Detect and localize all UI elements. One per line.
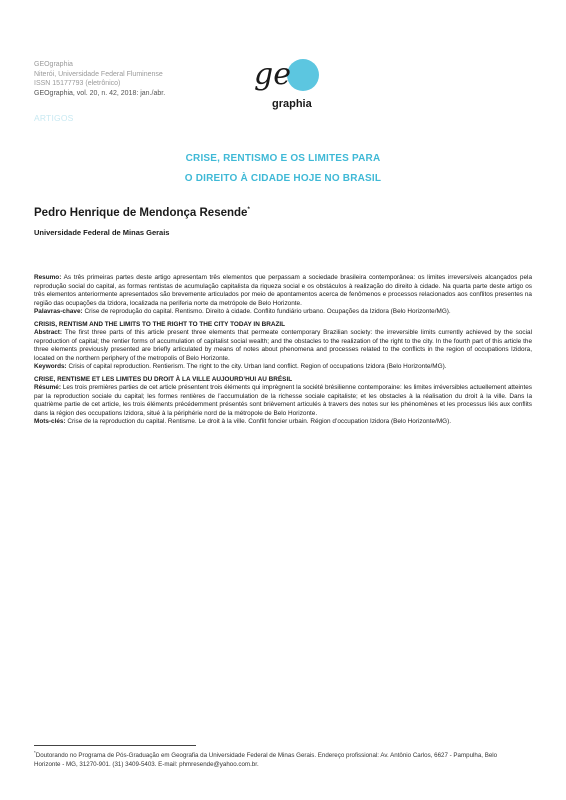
- geographia-logo: [244, 50, 324, 110]
- journal-issn: ISSN 15177793 (eletrônico): [34, 80, 121, 88]
- article-title: [0, 149, 566, 189]
- author-name-text: Pedro Henrique de Mendonça Resende: [34, 207, 248, 219]
- resume-label: Résumé:: [34, 384, 61, 391]
- journal-institution: Niterói, Universidade Federal Fluminense: [34, 70, 163, 78]
- french-keywords-text: Crise de la reproduction du capital. Rentisme. Le droit à la ville. Conflit foncier urbain. Région d’occupation Izidora (Belo Horizonte/MG).: [65, 418, 452, 425]
- resumo-keywords-label: Palavras-chave:: [34, 308, 83, 315]
- french-keywords: [34, 418, 532, 427]
- footnote-line-1: [34, 748, 532, 760]
- logo-bottom-text: graphia: [272, 98, 312, 110]
- footnote-divider: [34, 745, 196, 746]
- abstract-label: Abstract:: [34, 329, 63, 336]
- footnote: [34, 748, 532, 769]
- author-name: [34, 207, 250, 219]
- abstract-paragraph: [34, 329, 532, 363]
- footnote-text-2: Horizonte - MG, 31270-901. (31) 3409-5403. E-mail: phmresende@yahoo.com.br.: [34, 761, 259, 769]
- resumo-keywords-text: Crise de reprodução do capital. Rentismo. Direito à cidade. Conflito fundiário urbano. Ocupações da Izidora (Belo Horizonte/MG).: [82, 308, 451, 315]
- resumo-paragraph: [34, 274, 532, 308]
- journal-reference: GEOgraphia, vol. 20, n. 42, 2018: jan./abr.: [34, 89, 166, 97]
- abstracts-block: [34, 274, 532, 427]
- resumo-keywords: [34, 308, 532, 317]
- logo-top-text: ge: [254, 57, 291, 92]
- footnote-mark: *: [34, 750, 36, 755]
- title-line-2: O DIREITO À CIDADE HOJE NO BRASIL: [184, 173, 382, 184]
- logo-circle: [287, 59, 319, 91]
- footnote-text-1: Doutorando no Programa de Pós-Graduação em Geografia da Universidade Federal de Minas Gerais. Endereço profissional: Av. Antônio Carlos, 6627 - Pampulha, Belo: [35, 752, 498, 760]
- author-footnote-mark: *: [247, 207, 250, 214]
- french-title: CRISE, RENTISME ET LES LIMITES DU DROIT À LA VILLE AUJOURD’HUI AU BRÉSIL: [34, 375, 293, 383]
- english-keywords: [34, 363, 532, 372]
- abstract-text: The first three parts of this article present three elements that permeate contemporary Brazilian society: the irreversible limits currently achieved by the social reproduction of capital; the rentier forms of accumulation of capitalist social wealth; and the obstacles to the realization of the right to the city. In the fourth part of this article the three elements previously presented are briefly articulated by means of notes about phenomena and processes related to the conflicts in the region of occupations Izidora, located on the northern periphery of the metropolis of Belo Horizonte.: [34, 329, 532, 362]
- section-label: ARTIGOS: [34, 113, 74, 123]
- journal-header: [34, 60, 165, 98]
- resume-paragraph: [34, 384, 532, 418]
- english-keywords-text: Crisis of capital reproduction. Rentierism. The right to the city. Urban land conflict. Region of occupations Izidora (Belo Horizonte/MG).: [66, 363, 447, 370]
- resume-text: Les trois premières parties de cet article présentent trois éléments qui imprègnent la société brésilienne contemporaine: les limites irréversibles actuellement atteintes par la reproduction sociale du capital; les formes rentières de l’accumulation de la richesse sociale capitaliste; et les obstacles à la réalisation du droit à la ville. Dans la quatrième partie de cet article, les trois éléments précédemment présentés sont brièvement articulés à travers des notes sur les phénomènes et les processus liés aux conflits dans la région des occupations Izidora, situé à la périphérie nord de la métropole de Belo Horizonte.: [34, 384, 532, 417]
- english-keywords-label: Keywords:: [34, 363, 67, 370]
- resumo-label: Resumo:: [34, 274, 62, 281]
- resumo-text: As três primeiras partes deste artigo apresentam três elementos que perpassam a sociedade brasileira contemporânea: os limites irreversíveis alcançados pela reprodução social do capital, as formas rentistas de acumulação capitalista da riqueza social e os obstáculos à realização do direito à cidade. Na quarta parte deste artigo os três elementos anteriormente apresentados são brevemente articulados por meio de apontamentos acerca de fenômenos e processos relacionados aos conflitos presentes na região das ocupações da Izidora, localizada na periferia norte da metrópole de Belo Horizonte.: [34, 274, 532, 307]
- journal-name: GEOgraphia: [34, 61, 73, 68]
- title-line-1: CRISE, RENTISMO E OS LIMITES PARA: [185, 153, 381, 164]
- author-affiliation: Universidade Federal de Minas Gerais: [34, 228, 170, 237]
- english-title: CRISIS, RENTISM AND THE LIMITS TO THE RIGHT TO THE CITY TODAY IN BRAZIL: [34, 320, 286, 328]
- french-keywords-label: Mots-clés:: [34, 418, 66, 425]
